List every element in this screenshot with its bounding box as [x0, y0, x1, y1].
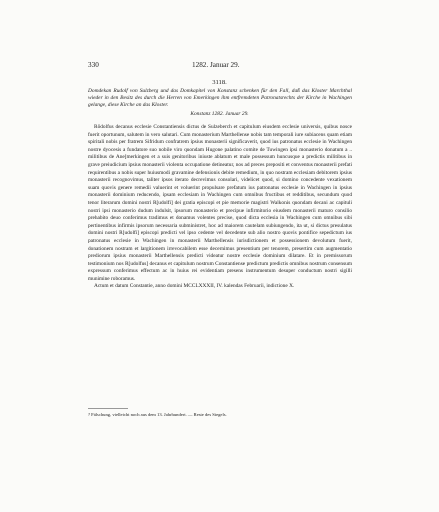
header-date: 1282. Januar 29. — [192, 61, 240, 69]
body-paragraph: Actum et datum Constantie, anno domini MCCLXXXII, IV. kalendas Februarii, indictione X. — [94, 283, 295, 290]
place-date: Konstanz 1282. Januar 29. — [190, 111, 249, 117]
document-body — [88, 124, 352, 291]
page-header — [88, 61, 352, 71]
regest-summary: Domdekan Rudolf von Sulzberg und das Domkapitel von Konstanz schenken für den Fall, daß das Kloster Marchthal wieder in den Besitz des durch die Herren von Emerkingen ihm entfremdeten Patronatsrechts der Kirche in Wachingen gelange, diese Kirche an das Kloster. — [88, 88, 352, 109]
document-number: 3118. — [212, 79, 227, 86]
body-paragraph: Rǒdolfus decanus ecclesie Constantiensis dictus de Sulzeberch et capitulum eiusdem ecclesie universis, quibus nosce fuerit oportunum, salutem in vero salutari. Cum monasterium Marthellense nobis tam temporali iure subiacens quam etiam spiritali nobis per fratrem Sifridum confratrem ipsius monasterii significaverit, quod ius patronatus ecclesie in Wachingen nostre dyocesis a fundatore suo nobile viro quondam Hugone palatino comite de Tuwingen ipsi monasterio donatum a .. militibus de Ane[merkingen et a suis genitoribus iniuste ablatum et male possessum huncusque a predictis militibus in grave preiudicium ipsius monasterii violenta occupatione detineatur, nos ad preces prepositi et conventus monasterii prefati requirentibus a nobis super huiusmodi gravamine defensionis debite remedium, in quo nostram ecclesiam debitorem ipsius monasterii recognovimus, taliter ipsos iterato decrevimus consolari, videlicet quod, si domino concedente vexationem suam quovis genere remedii valuerint et voluerint propulsare prefatum ius patronatus ecclesie in Wachingen in ipsius monasterii dominium reducendo, ipsam ecclesiam in Wachingen cum omnibus fructibus et redditibus, secundum quod tenor literarum domini nostri R[udolfi] dei gratia episcopi et pie memorie magistri Walkonis quondam decani ac capituli nostri ipsi monasterio dudum indulsit, ipsorum monasterio et precipue infirmitorio eiusdem monasterii maturo consilio prehabito deuo conferimus tradimus et donamus volentes precise, quod dicta ecclesia in Wachingen cum omnibus sibi pertinentibus infirmis ipsorum necessaria subministret, hoc ad maiorem cautelam subiungendo, ita ut, si dictus presulatus domini nostri R[udolfi] episcopi predicti vel ipso cedente vel decedente sub alio nostro quovis pontifice sepedictum ius patronatus ecclesie in Wachingen in monasterii Marthellensis iurisdictionem et possessionem devolutum fuerit, donationem nostram et largitionem irrevocabilem esse decernimus presentium per tenorem, presertim cum augmentatio prediorum ipsius monasterii Marthellensis predicti videatur nostre ecclesie dominium dilatare. Et in premissorum testimonium nos R[udolfus] decanus et capitulum nostrum Constantiense predictum predictis omnibus nostrum consensum expressum conferimus effectum ac in huius rei evidentiam presens instrumentum desuper conductum nostri sigilli munimine roboramus. — [88, 124, 352, 282]
page-number: 330 — [88, 61, 99, 69]
footnote-separator — [88, 408, 128, 409]
footnote: ? Fälschung, vielleicht noch aus dem 13. Jahrhundert. — Reste des Siegels. — [88, 412, 227, 417]
